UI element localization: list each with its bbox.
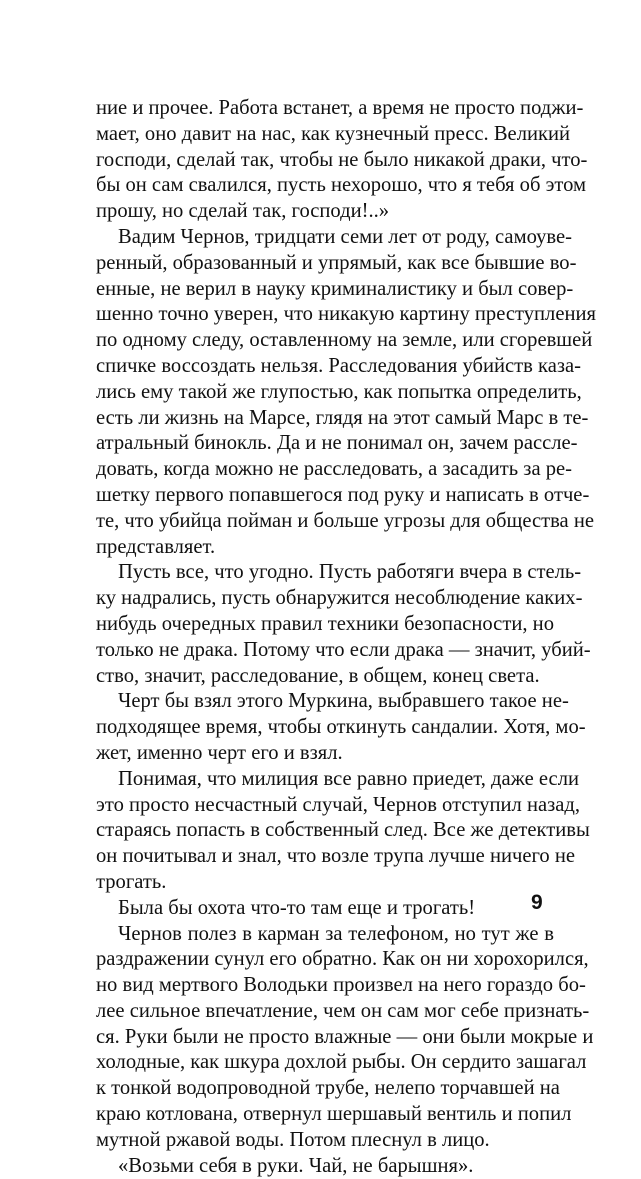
- text-line: ренный, образованный и упрямый, как все бывшие во-: [96, 251, 577, 274]
- text-line: ство, значит, расследование, в общем, конец света.: [96, 664, 540, 687]
- text-line: трогать.: [96, 870, 167, 893]
- text-line: Пусть все, что угодно. Пусть работяги вчера в стель-: [118, 561, 582, 584]
- text-line: это просто несчастный случай, Чернов отступил назад,: [96, 793, 581, 816]
- text-line: но вид мертвого Володьки произвел на него гораздо бо-: [96, 974, 586, 997]
- text-line: подходящее время, чтобы откинуть сандалии. Хотя, мо-: [96, 716, 586, 739]
- text-line: он почитывал и знал, что возле трупа лучше ничего не: [96, 845, 576, 868]
- text-line: бы он сам свалился, пусть нехорошо, что я тебя об этом: [96, 174, 587, 197]
- text-line: атральный бинокль. Да и не понимал он, зачем рассле-: [96, 432, 578, 455]
- text-line: господи, сделай так, чтобы не было никакой драки, что-: [96, 148, 588, 171]
- text-line: есть ли жизнь на Марсе, глядя на этот самый Марс в те-: [96, 406, 589, 429]
- text-line: шенно точно уверен, что никакую картину преступления: [96, 303, 596, 326]
- text-line: ся. Руки были не просто влажные — они были мокрые и: [96, 1025, 594, 1048]
- text-line: Понимая, что милиция все равно приедет, даже если: [118, 767, 579, 790]
- text-line: Черт бы взял этого Муркина, выбравшего такое не-: [118, 690, 569, 713]
- paragraph: [96, 1154, 554, 1179]
- text-line: к тонкой водопроводной трубе, нелепо торчавшей на: [96, 1077, 560, 1100]
- text-line: жет, именно черт его и взял.: [96, 741, 343, 764]
- text-line: спичке воссоздать нельзя. Расследования убийств каза-: [96, 354, 581, 377]
- text-line: прошу, но сделай так, господи!..»: [96, 200, 390, 223]
- text-line: ние и прочее. Работа встанет, а время не просто поджи-: [96, 97, 584, 119]
- paragraph: [96, 96, 588, 225]
- text-line: представляет.: [96, 535, 216, 558]
- text-line: Была бы охота что-то там еще и трогать!: [118, 896, 476, 919]
- text-line: ку надрались, пусть обнаружится несоблюдение каких-: [96, 587, 583, 610]
- text-line: только не драка. Потому что если драка — значит, убий-: [96, 638, 591, 661]
- paragraph: [96, 225, 596, 560]
- text-line: холодные, как шкура дохлой рыбы. Он сердито зашагал: [96, 1051, 587, 1074]
- text-line: мает, оно давит на нас, как кузнечный пресс. Великий: [96, 122, 571, 145]
- page-number: 9: [531, 891, 543, 914]
- text-line: «Возьми себя в руки. Чай, не барышня».: [118, 1154, 474, 1177]
- paragraph: [96, 689, 586, 766]
- paragraph: [96, 896, 554, 922]
- text-line: нибудь очередных правил техники безопасности, но: [96, 612, 554, 635]
- paragraph: [96, 922, 594, 1154]
- text-line: краю котлована, отвернул шершавый вентиль и попил: [96, 1103, 572, 1126]
- text-line: Чернов полез в карман за телефоном, но тут же в: [118, 922, 554, 945]
- text-line: по одному следу, оставленному на земле, или сгоревшей: [96, 329, 593, 352]
- text-line: енные, не верил в науку криминалистику и был совер-: [96, 277, 574, 300]
- text-line: шетку первого попавшегося под руку и написать в отче-: [96, 483, 590, 506]
- text-line: стараясь попасть в собственный след. Все же детективы: [96, 819, 590, 842]
- body-text: [96, 96, 596, 1179]
- text-line: Вадим Чернов, тридцати семи лет от роду, самоуве-: [118, 225, 573, 248]
- paragraph: [96, 767, 590, 896]
- text-line: лись ему такой же глупостью, как попытка определить,: [96, 380, 582, 403]
- text-line: лее сильное впечатление, чем он сам мог себе признать-: [96, 999, 590, 1022]
- text-line: раздражении сунул его обратно. Как он ни хорохорился,: [96, 948, 589, 971]
- text-line: те, что убийца пойман и больше угрозы для общества не: [96, 509, 595, 532]
- text-line: мутной ржавой воды. Потом плеснул в лицо.: [96, 1128, 490, 1151]
- text-line: довать, когда можно не расследовать, а засадить за ре-: [96, 458, 573, 481]
- paragraph: [96, 560, 591, 689]
